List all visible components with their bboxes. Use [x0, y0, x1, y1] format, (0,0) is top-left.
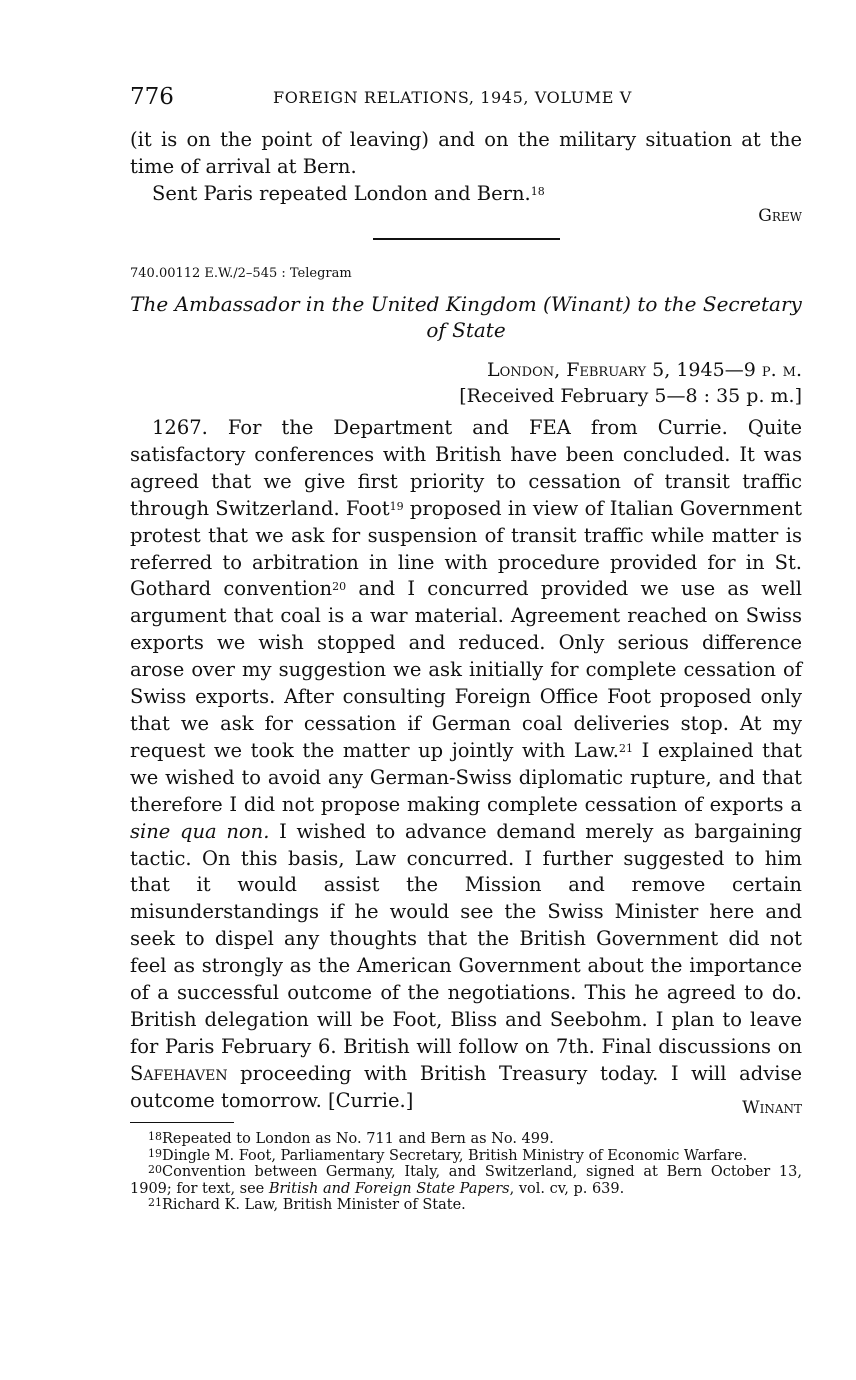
signature-winant: Winant [742, 1098, 802, 1118]
footnotes [130, 1131, 802, 1214]
latin-phrase: sine qua non. [130, 819, 270, 843]
footnote: $^{20}$Convention between Germany, Italy, and Switzerland, signed at Bern October 13, 1909; for text, see British and Foreign State Papers, vol. cv, p. 639. [130, 1163, 802, 1197]
safehaven-term: Safehaven [130, 1061, 228, 1085]
footnote: $^{21}$Richard K. Law, British Minister of State. [148, 1196, 466, 1213]
dateline [459, 357, 802, 409]
page-number: 776 [130, 84, 174, 110]
title-name: Winant [550, 292, 624, 316]
footnote: $^{19}$Dingle M. Foot, Parliamentary Secretary, British Ministry of Economic Warfare. [148, 1146, 748, 1164]
footnote: $^{18}$Repeated to London as No. 711 and Bern as No. 499. [148, 1130, 554, 1147]
file-number: 740.00112 E.W./2–545 : Telegram [130, 266, 352, 281]
signature-grew: Grew [758, 206, 802, 226]
footnote-rule [130, 1122, 234, 1123]
running-head: FOREIGN RELATIONS, 1945, VOLUME V [273, 88, 632, 107]
place-date: London, February 5, 1945—9 p. m. [487, 359, 802, 381]
footnote-ref-19: 19 [389, 499, 404, 513]
footnote-ref-21: 21 [619, 741, 634, 755]
footnote-ref-20: 20 [332, 580, 347, 594]
section-divider [373, 238, 560, 240]
sent-line [152, 180, 545, 207]
sent-line-text: Sent Paris repeated London and Bern. [152, 182, 531, 205]
telegram-body: 1267. For the Department and FEA from Currie. Quite satisfactory conferences with British have been concluded. It was agreed that we give first priority to cessation of transit traffic through Switzerland. Foot$^{19}$ proposed in view of Italian Government protest that we ask for suspension of transit traffic while matter is referred to arbitration in line with procedure provided for in St. Gothard convention$^{20}$ and I concurred provided we use as well argument that coal is a war material. Agreement reached on Swiss exports we wish stopped and reduced. Only serious difference arose over my suggestion we ask initially for complete cessation of Swiss exports. After consulting Foreign Office Foot proposed only that we ask for cessation if German coal deliveries stop. At my request we took the matter up jointly with Law.$^{21}$ I explained that we wished to avoid any German-Swiss diplomatic rupture, and that therefore I did not propose making complete cessation of exports a sine qua non. I wished to advance demand merely as bargaining tactic. On this basis, Law concurred. I further suggested to him that it would assist the Mission and remove certain misunderstandings if he would see the Swiss Minister here and seek to dispel any thoughts that the British Government did not feel as strongly as the American Government about the importance of a successful outcome of the negotiations. This he agreed to do. British delegation will be Foot, Bliss and Seebohm. I plan to leave for Paris February 6. British will follow on 7th. Final discussions on Safehaven proceeding with British Treasury today. I will advise outcome tomorrow. [Currie.] [130, 416, 802, 1112]
received-line: [Received February 5—8 : 35 p. m.] [459, 385, 802, 407]
previous-document-continuation: (it is on the point of leaving) and on the military situation at the time of arrival at Bern. [130, 128, 802, 178]
document-title: The Ambassador in the United Kingdom (Winant) to the Secretary of State [130, 292, 802, 342]
footnote-ref-18: 18 [530, 185, 545, 198]
